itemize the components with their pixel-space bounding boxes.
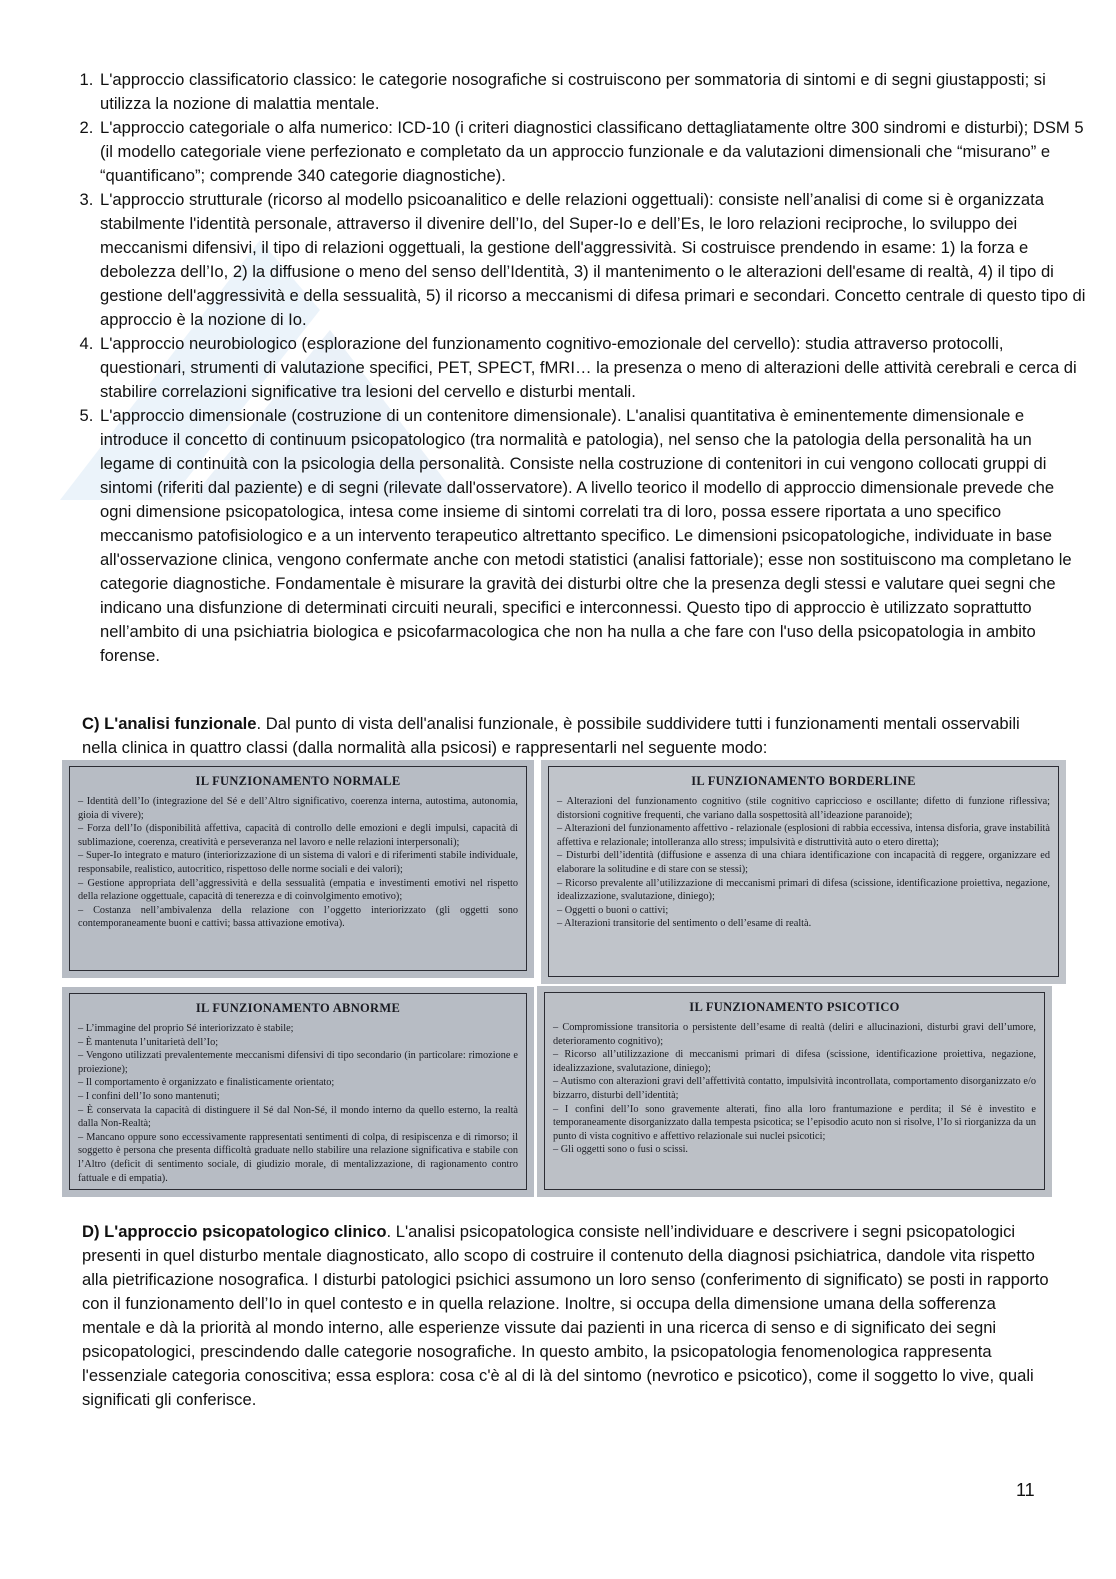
box-item: – Ricorso all’utilizzazione di meccanismi primari di difesa (scissione, identificazione proiettiva, negazione, idealizzazione, svalutazione, diniego);	[553, 1049, 1036, 1074]
box-title: IL FUNZIONAMENTO NORMALE	[195, 774, 401, 788]
box-item: – Gestione appropriata dell’aggressività e della sessualità (empatia e investimenti emotivi nel rispetto della relazione oggettuale, capacità di tenerezza e di coinvolgimento emotivo);	[78, 877, 518, 903]
box-list	[553, 1021, 1036, 1157]
functioning-figure	[62, 760, 1066, 1197]
approach-item	[98, 332, 1088, 404]
box-list	[557, 795, 1050, 931]
box-list	[78, 795, 518, 931]
approach-item	[98, 116, 1088, 188]
section-c-heading: C) L'analisi funzionale	[82, 714, 257, 733]
box-item: – Gli oggetti sono o fusi o scissi.	[553, 1144, 689, 1156]
section-d-heading: D) L'approccio psicopatologico clinico	[82, 1222, 387, 1241]
box-title: IL FUNZIONAMENTO ABNORME	[195, 1001, 401, 1015]
page-number: 11	[1016, 1480, 1035, 1500]
box-item: – Compromissione transitoria o persistente dell’esame di realtà (deliri e allucinazioni, disturbi gravi dell’umore, deterioramento cognitivo);	[553, 1022, 1036, 1047]
approach-item	[98, 188, 1088, 332]
box-item: – Vengono utilizzati prevalentemente meccanismi difensivi di tipo secondario (in particolare: rimozione e proiezione);	[78, 1050, 518, 1075]
box-item: – L’immagine del proprio Sé interiorizzato è stabile;	[78, 1023, 294, 1034]
box-title: IL FUNZIONAMENTO BORDERLINE	[691, 774, 916, 788]
box-title: IL FUNZIONAMENTO PSICOTICO	[689, 1000, 900, 1014]
approach-text: L'approccio neurobiologico (esplorazione del funzionamento cognitivo-emozionale del cervello): studia attraverso protocolli, questionari, strumenti di valutazione specifici, PET, SPECT, fMRI… la presenza o meno di alterazioni delle attività cerebrali e cerca di stabilire correlazioni significative tra lesioni del cervello e disturbi mentali.	[100, 334, 1077, 401]
box-funzionamento-psicotico	[537, 986, 1052, 1197]
box-item: – Il comportamento è organizzato e finalisticamente orientato;	[78, 1077, 335, 1089]
section-d-paragraph	[82, 1220, 1056, 1412]
box-item: – Oggetti o buoni o cattivi;	[557, 904, 669, 916]
box-item: – È mantenuta l’unitarietà dell’Io;	[78, 1036, 219, 1048]
approaches-list	[64, 68, 1088, 668]
box-list	[78, 1022, 518, 1185]
approach-item	[98, 68, 1088, 116]
box-item: – Identità dell’Io (integrazione del Sé e dell’Altro significativo, coerenza interna, autostima, autonomia, gioia di vivere);	[78, 796, 518, 821]
box-item: – Costanza nell’ambivalenza della relazione con l’oggetto interiorizzato (gli oggetti sono contemporaneamente buoni e cattivi; bassa attivazione emotiva).	[78, 904, 518, 930]
box-item: – Autismo con alterazioni gravi dell’affettività contatto, impulsività incontrollata, comportamento disorganizzato e/o bizzarro, disturbi dell’identità;	[553, 1076, 1036, 1101]
box-item: – Mancano oppure sono eccessivamente rappresentati sentimenti di colpa, di resipiscenza e di rimorso; il soggetto è persona che presenta difficoltà graduate nello stabilire una relazione significativa e stabile con l’Altro (deficit di sentimento sociale, di giudizio morale, di mentalizzazione, di ragionamento contro fattuale e di empatia).	[78, 1131, 518, 1184]
box-item: – Disturbi dell’identità (diffusione e assenza di una chiara identificazione con incapacità di reggere, organizzare ed elaborare la solitudine e di stare con se stessi);	[557, 850, 1050, 875]
box-item: – Forza dell’Io (disponibilità affettiva, capacità di controllo delle emozioni e degli impulsi, capacità di sublimazione, coerenza, creatività e perseveranza nel lavoro e nelle relazioni interpersonali);	[78, 823, 518, 848]
box-funzionamento-borderline	[541, 760, 1066, 984]
approach-item	[98, 404, 1088, 668]
box-item: – Alterazioni del funzionamento cognitivo (stile cognitivo capriccioso e oscillante; difetto di funzione riflessiva; distorsioni cognitive frequenti, che variano dalla sospettosità all’ideazione paranoide);	[557, 796, 1050, 821]
box-item: – I confini dell’Io sono mantenuti;	[78, 1090, 220, 1102]
section-c-paragraph	[82, 712, 1056, 760]
approach-text: L'approccio classificatorio classico: le categorie nosografiche si costruiscono per sommatoria di sintomi e di segni giustapposti; si utilizza la nozione di malattia mentale.	[100, 70, 1046, 113]
box-item: – Ricorso prevalente all’utilizzazione di meccanismi primari di difesa (scissione, identificazione proiettiva, negazione, idealizzazione, svalutazione, diniego);	[557, 877, 1050, 903]
box-item: – Super-Io integrato e maturo (interiorizzazione di un sistema di valori e di riferimenti stabile individuale, responsabile, realistico, autocritico, rispettoso delle norme sociali e dei valori);	[78, 850, 518, 875]
box-item: – Alterazioni del funzionamento affettivo - relazionale (esplosioni di rabbia eccessiva, intensa disforia, grave instabilità affettiva e relazionale; intolleranza allo stress; impulsività e distruttività auto o etero diretta);	[557, 823, 1050, 848]
box-item: – È conservata la capacità di distinguere il Sé dal Non-Sé, il mondo interno da quello esterno, la realtà dalla Non-Realtà;	[78, 1104, 518, 1130]
box-funzionamento-abnorme	[62, 987, 534, 1197]
box-item: – I confini dell’Io sono gravemente alterati, fino alla loro frantumazione e perdita; il Sé è investito e temporaneamente disorganizzato dalla tempesta psicotica; se l’episodio acuto non si risolve, l’Io si riorganizza da un punto di vista cognitivo e affettivo relazionale sui nuclei psicotici;	[553, 1103, 1036, 1142]
approach-text: L'approccio categoriale o alfa numerico: ICD-10 (i criteri diagnostici classificano dettagliatamente oltre 300 sindromi e disturbi); DSM 5 (il modello categoriale viene perfezionato e completato da un approccio funzionale e da valutazioni dimensionali che “misurano” e “quantificano”; comprende 340 categorie diagnostiche).	[100, 118, 1084, 185]
section-d-text: . L'analisi psicopatologica consiste nell’individuare e descrivere i segni psicopatologici presenti in quel disturbo mentale diagnosticato, allo scopo di costruire il contenuto della diagnosi psichiatrica, dandole vita rispetto alla pietrificazione nosografica. I disturbi patologici psichici assumono un loro senso (conferimento di significato) se posti in rapporto con il funzionamento dell’Io in quel contesto e in quella relazione. Inoltre, si occupa della dimensione umana della sofferenza mentale e dà la priorità al mondo interno, alle esperienze vissute dai pazienti in una ricerca di senso e di significato dei segni psicopatologici, prescindendo dalle categorie nosografiche. In questo ambito, la psicopatologia fenomenologica rappresenta l'essenziale categoria conoscitiva; essa esplora: cosa c'è al di là del sintomo (nevrotico e psicotico), come il soggetto lo vive, quali significati gli conferisce.	[82, 1222, 1049, 1409]
box-item: – Alterazioni transitorie del sentimento o dell’esame di realtà.	[557, 918, 812, 930]
approach-text: L'approccio dimensionale (costruzione di un contenitore dimensionale). L'analisi quantitativa è eminentemente dimensionale e introduce il concetto di continuum psicopatologico (tra normalità e patologia), nel senso che la patologia della personalità ha un legame di continuità con la psicologia della personalità. Consiste nella costruzione di contenitori in cui vengono collocati gruppi di sintomi (riferiti dal paziente) e di segni (rilevate dall'osservatore). A livello teorico il modello di approccio dimensionale prevede che ogni dimensione psicopatologica, intesa come insieme di sintomi correlati tra di loro, possa essere riportata a uno specifico meccanismo patofisiologico e a un intervento terapeutico altrettanto specifico. Le dimensioni psicopatologiche, individuate in base all'osservazione clinica, vengono confermate anche con metodi statistici (analisi fattoriale); esse non sostituiscono ma completano le categorie diagnostiche. Fondamentale è misurare la gravità dei disturbi oltre che la presenza degli stessi e valutare quei segni che indicano una disfunzione di determinati circuiti neurali, specifici e interconnessi. Questo tipo di approccio è utilizzato soprattutto nell’ambito di una psichiatria biologica e psicofarmacologica che non ha nulla a che fare con l'uso della psicopatologia in ambito forense.	[100, 406, 1072, 665]
box-funzionamento-normale	[62, 760, 534, 978]
section-c-text: . Dal punto di vista dell'analisi funzionale, è possibile suddividere tutti i funzionamenti mentali osservabili nella clinica in quattro classi (dalla normalità alla psicosi) e rappresentarli nel seguente modo:	[82, 714, 1020, 757]
approach-text: L'approccio strutturale (ricorso al modello psicoanalitico e delle relazioni oggettuali): consiste nell’analisi di come si è organizzata stabilmente l'identità personale, attraverso il divenire dell’Io, del Super-Io e dell’Es, le loro relazioni reciproche, lo sviluppo dei meccanismi difensivi, il tipo di relazioni oggettuali, la gestione dell'aggressività. Si costruisce prendendo in esame: 1) la forza e debolezza dell’Io, 2) la diffusione o meno del senso dell’Identità, 3) il mantenimento o le alterazioni dell'esame di realtà, 4) il tipo di gestione dell'aggressività e della sessualità, 5) il ricorso a meccanismi di difesa primari e secondari. Concetto centrale di questo tipo di approccio è la nozione di Io.	[100, 190, 1086, 329]
